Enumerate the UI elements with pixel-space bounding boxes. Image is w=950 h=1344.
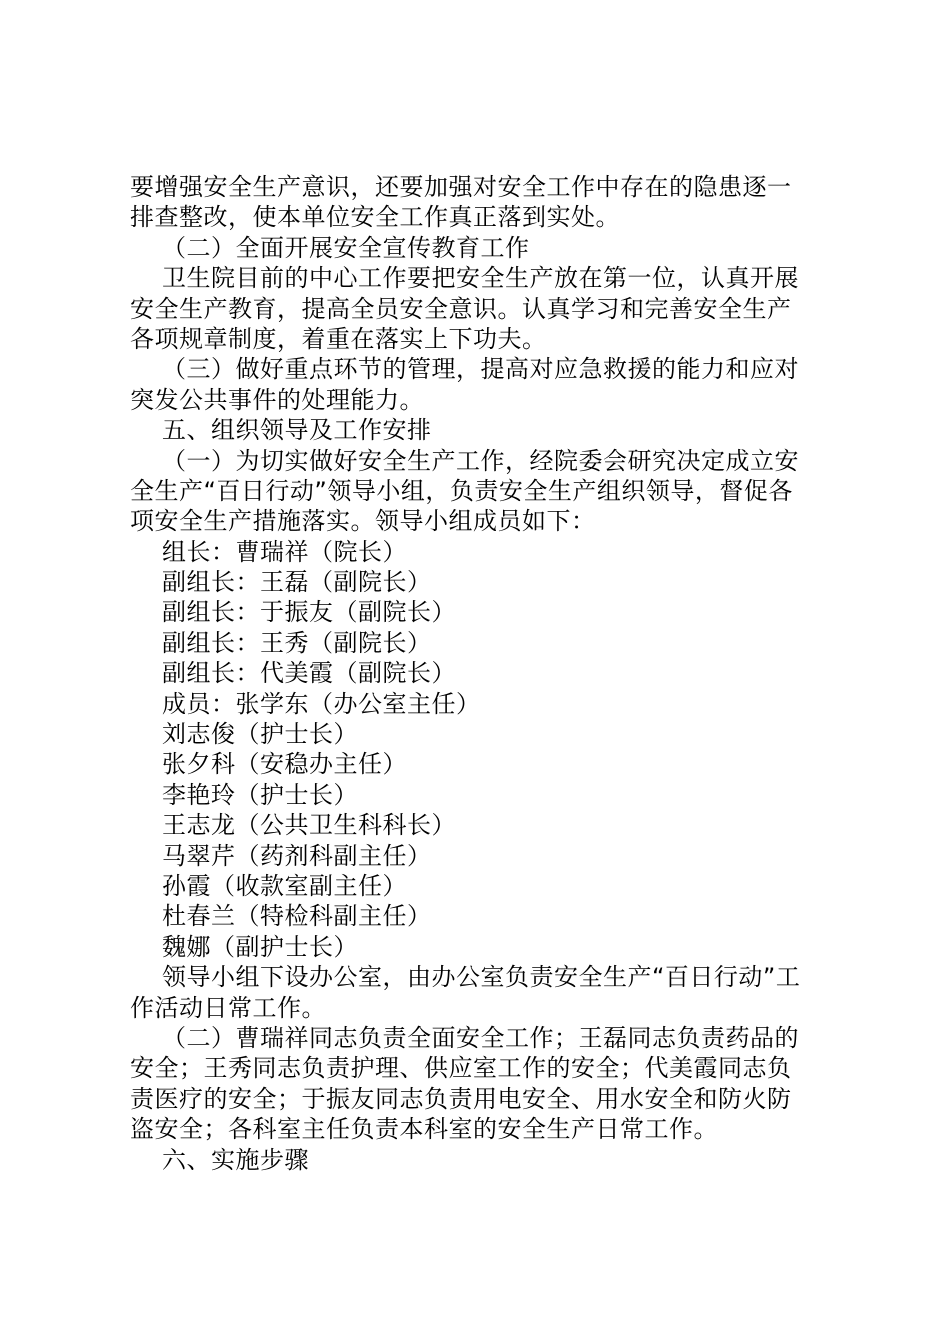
text-line: 领导小组下设办公室，由办公室负责安全生产“百日行动”工 bbox=[162, 963, 801, 992]
text-line: 作活动日常工作。 bbox=[130, 993, 326, 1022]
text-line: 刘志俊（护士长） bbox=[162, 720, 358, 749]
text-line: （二）曹瑞祥同志负责全面安全工作；王磊同志负责药品的 bbox=[162, 1023, 799, 1052]
text-line: 卫生院目前的中心工作要把安全生产放在第一位，认真开展 bbox=[162, 264, 799, 293]
text-line: 五、组织领导及工作安排 bbox=[162, 416, 432, 445]
text-line: 各项规章制度，着重在落实上下功夫。 bbox=[130, 324, 547, 353]
document-body bbox=[130, 172, 830, 1175]
text-line: 魏娜（副护士长） bbox=[162, 932, 358, 961]
text-line: 安全；王秀同志负责护理、供应室工作的安全；代美霞同志负 bbox=[130, 1054, 792, 1083]
text-line: 排查整改，使本单位安全工作真正落到实处。 bbox=[130, 203, 620, 232]
text-line: 副组长：代美霞（副院长） bbox=[162, 659, 456, 688]
text-line: 六、实施步骤 bbox=[162, 1145, 309, 1174]
text-line: 项安全生产措施落实。领导小组成员如下： bbox=[130, 507, 596, 536]
text-line: 全生产“百日行动”领导小组，负责安全生产组织领导，督促各 bbox=[130, 476, 793, 505]
text-line: 副组长：王秀（副院长） bbox=[162, 628, 432, 657]
text-line: 副组长：于振友（副院长） bbox=[162, 598, 456, 627]
text-line: 安全生产教育，提高全员安全意识。认真学习和完善安全生产 bbox=[130, 294, 792, 323]
text-line: 要增强安全生产意识，还要加强对安全工作中存在的隐患逐一 bbox=[130, 173, 792, 201]
text-line: 张夕科（安稳办主任） bbox=[162, 750, 407, 779]
text-line: 杜春兰（特检科副主任） bbox=[162, 902, 432, 931]
text-line: 李艳玲（护士长） bbox=[162, 780, 358, 809]
text-line: （一）为切实做好安全生产工作，经院委会研究决定成立安 bbox=[162, 446, 799, 475]
text-line: 责医疗的安全；于振友同志负责用电安全、用水安全和防火防 bbox=[130, 1084, 792, 1113]
text-line: 盗安全；各科室主任负责本科室的安全生产日常工作。 bbox=[130, 1115, 718, 1144]
text-line: 马翠芹（药剂科副主任） bbox=[162, 841, 432, 870]
text-line: 王志龙（公共卫生科科长） bbox=[162, 811, 456, 840]
text-line: 副组长：王磊（副院长） bbox=[162, 568, 432, 597]
text-line: （二）全面开展安全宣传教育工作 bbox=[162, 233, 530, 262]
text-line: 孙霞（收款室副主任） bbox=[162, 871, 407, 900]
text-line: 突发公共事件的处理能力。 bbox=[130, 385, 424, 414]
text-line: 组长：曹瑞祥（院长） bbox=[162, 537, 407, 566]
text-line: 成员：张学东（办公室主任） bbox=[162, 689, 481, 718]
text-line: （三）做好重点环节的管理，提高对应急救援的能力和应对 bbox=[162, 355, 799, 384]
